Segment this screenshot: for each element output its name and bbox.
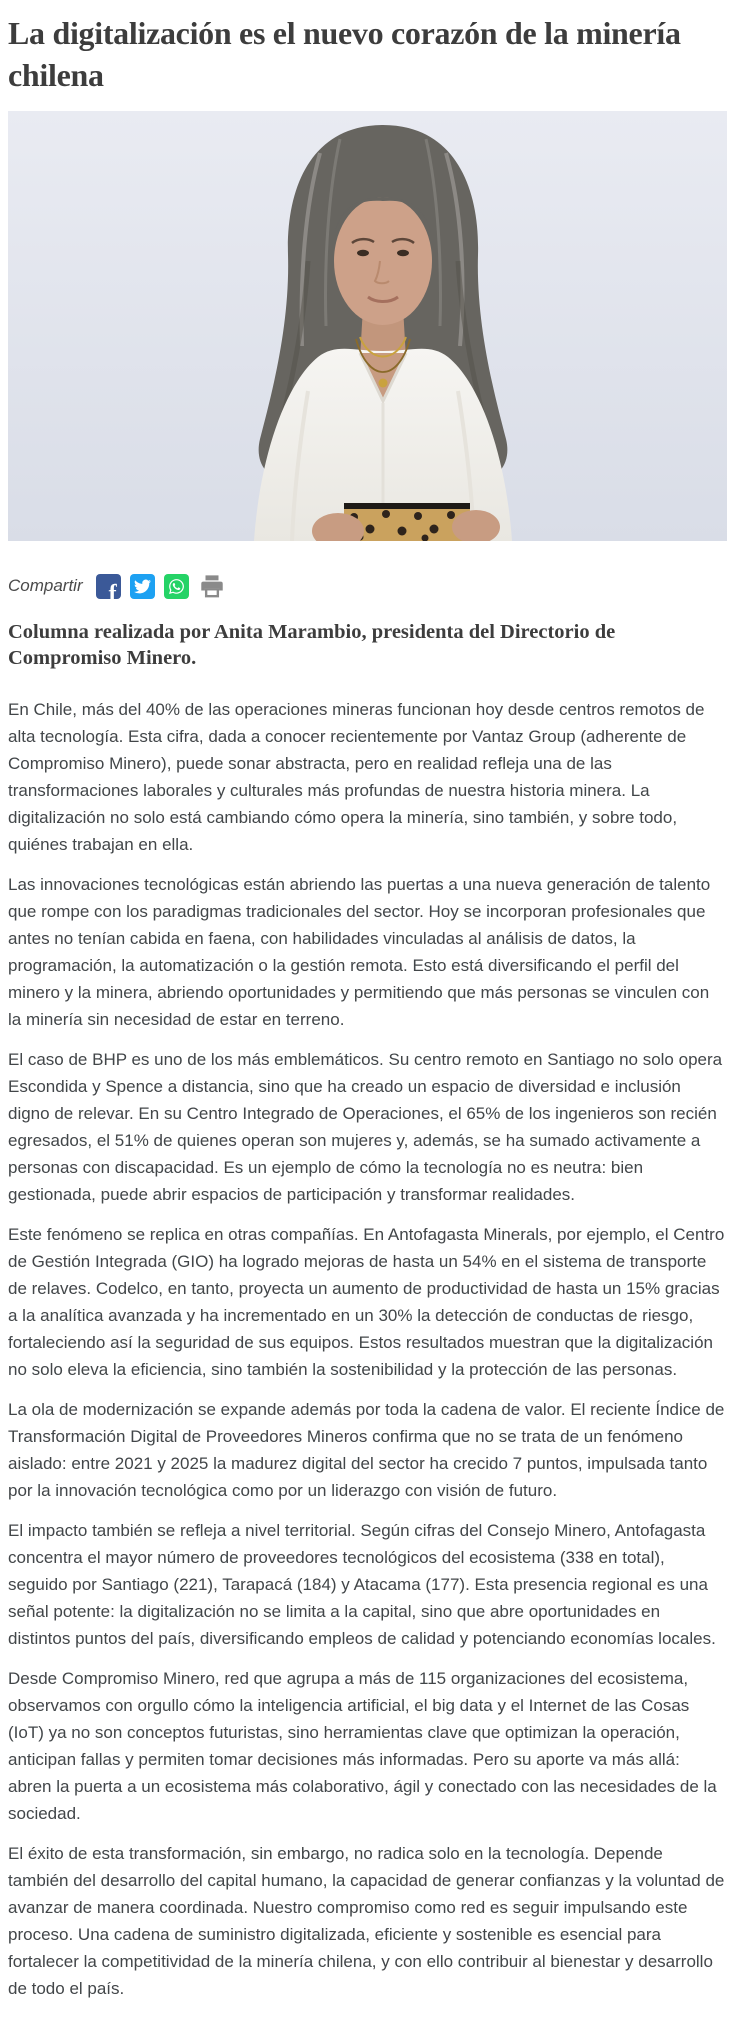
paragraph-1: En Chile, más del 40% de las operaciones mineras funcionan hoy desde centros remotos de alta tecnología. Esta cifra, dada a conocer recientemente por Vantaz Group (adherente de Compromiso Minero), puede sonar abstracta, pero en realidad refleja una de las transformaciones laborales y culturales más profundas de nuestra historia minera. La digitalización no solo está cambiando cómo opera la minería, sino también, y sobre todo, quiénes trabajan en ella.	[8, 700, 705, 855]
article-title: La digitalización es el nuevo corazón de la minería chilena	[8, 15, 681, 93]
portrait-image	[8, 111, 727, 541]
article-byline: Columna realizada por Anita Marambio, presidenta del Directorio de Compromiso Minero.	[8, 621, 616, 669]
paragraph-6: El impacto también se refleja a nivel territorial. Según cifras del Consejo Minero, Antofagasta concentra el mayor número de proveedores tecnológicos del ecosistema (338 en total), seguido por Santiago (221), Tarapacá (184) y Atacama (177). Esta presencia regional es una señal potente: la digitalización no se limita a la capital, sino que abre oportunidades en distintos puntos del país, diversificando empleos de calidad y potenciando economías locales.	[8, 1521, 716, 1649]
share-bar	[8, 573, 727, 599]
paragraph-3: El caso de BHP es uno de los más emblemáticos. Su centro remoto en Santiago no solo opera Escondida y Spence a distancia, sino que ha creado un espacio de diversidad e inclusión digno de relevar. En su Centro Integrado de Operaciones, el 65% de los ingenieros son recién egresados, el 51% de quienes operan son mujeres y, además, se ha sumado activamente a personas con discapacidad. Es un ejemplo de cómo la tecnología no es neutra: bien gestionada, puede abrir espacios de participación y transformar realidades.	[8, 1050, 723, 1205]
whatsapp-share-button[interactable]	[164, 574, 189, 599]
facebook-share-button[interactable]	[96, 574, 121, 599]
paragraph-4: Este fenómeno se replica en otras compañías. En Antofagasta Minerals, por ejemplo, el Centro de Gestión Integrada (GIO) ha logrado mejoras de hasta un 54% en el sistema de transporte de relaves. Codelco, en tanto, proyecta un aumento de productividad de hasta un 15% gracias a la analítica avanzada y ha incrementado en un 30% la detección de conductas de riesgo, fortaleciendo así la seguridad de sus equipos. Estos resultados muestran que la digitalización no solo eleva la eficiencia, sino también la sostenibilidad y la protección de las personas.	[8, 1225, 725, 1380]
article-body	[8, 696, 727, 2002]
twitter-share-button[interactable]	[130, 574, 155, 599]
paragraph-5: La ola de modernización se expande además por toda la cadena de valor. El reciente Índice de Transformación Digital de Proveedores Mineros confirma que no se trata de un fenómeno aislado: entre 2021 y 2025 la madurez digital del sector ha crecido 7 puntos, impulsada tanto por la innovación tecnológica como por un liderazgo con visión de futuro.	[8, 1400, 725, 1501]
print-button[interactable]	[198, 573, 227, 600]
share-label: Compartir	[8, 576, 83, 596]
print-icon	[198, 573, 226, 599]
paragraph-7: Desde Compromiso Minero, red que agrupa a más de 115 organizaciones del ecosistema, observamos con orgullo cómo la inteligencia artificial, el big data y el Internet de las Cosas (IoT) ya no son conceptos futuristas, sino herramientas clave que optimizan la operación, anticipan fallas y permiten tomar decisiones más informadas. Pero su aporte va más allá: abren la puerta a un ecosistema más colaborativo, ágil y conectado con las necesidades de la sociedad.	[8, 1669, 717, 1824]
whatsapp-icon	[168, 578, 185, 595]
paragraph-8: El éxito de esta transformación, sin embargo, no radica solo en la tecnología. Depende también del desarrollo del capital humano, la capacidad de generar confianzas y la voluntad de avanzar de manera coordinada. Nuestro compromiso como red es seguir impulsando este proceso. Una cadena de suministro digitalizada, eficiente y sostenible es esencial para fortalecer la competitividad de la minería chilena, y con ello contribuir al bienestar y desarrollo de todo el país.	[8, 1844, 725, 1999]
paragraph-2: Las innovaciones tecnológicas están abriendo las puertas a una nueva generación de talento que rompe con los paradigmas tradicionales del sector. Hoy se incorporan profesionales que antes no tenían cabida en faena, con habilidades vinculadas al análisis de datos, la programación, la automatización o la gestión remota. Esto está diversificando el perfil del minero y la minera, abriendo oportunidades y permitiendo que más personas se vinculen con la minería sin necesidad de estar en terreno.	[8, 875, 711, 1030]
article-photo	[8, 111, 727, 541]
twitter-icon	[134, 578, 151, 595]
